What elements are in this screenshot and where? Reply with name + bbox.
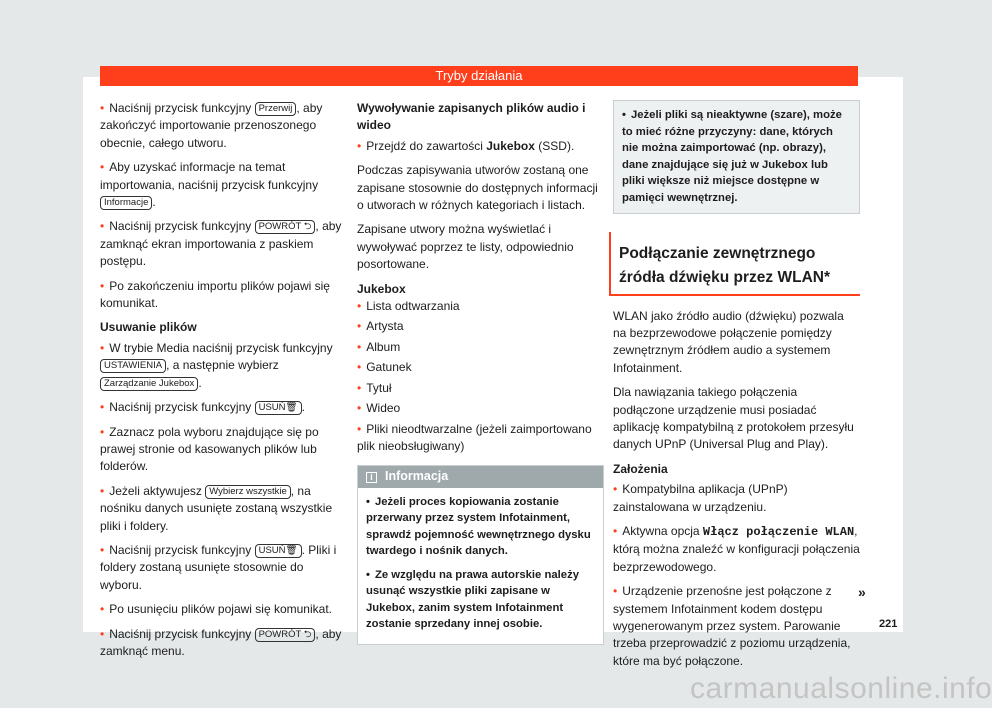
info-box	[357, 465, 604, 644]
powrot-button: POWRÓT ⮌	[255, 628, 316, 642]
info-icon: i	[366, 472, 377, 483]
bullet: • Zaznacz pola wyboru znajdujące się po prawej stronie od kasowanych plików lub folderów.	[100, 424, 347, 476]
usun-button: USUŃ🗑	[255, 401, 302, 415]
info-item: • Jeżeli proces kopiowania zostanie przerwany przez system Infotainment, sprawdź pojemność wewnętrznego dysku twardego i nośnik danych.	[366, 494, 595, 560]
bullet: • Przejdź do zawartości Jukebox (SSD).	[357, 138, 604, 155]
bullet: • Kompatybilna aplikacja (UPnP) zainstalowana w urządzeniu.	[613, 481, 860, 516]
column-1	[100, 100, 347, 667]
informacje-button: Informacje	[100, 196, 152, 210]
list-item: • Wideo	[357, 400, 604, 417]
przerwij-button: Przerwij	[255, 102, 297, 116]
heading-wywolywanie: Wywoływanie zapisanych plików audio i wideo	[357, 101, 586, 133]
bullet: • Naciśnij przycisk funkcyjny USUŃ🗑 . Pliki i foldery zostaną usunięte stosownie do wyboru.	[100, 542, 347, 594]
section-title: Podłączanie zewnętrznego źródła dźwięku przez WLAN*	[609, 232, 860, 296]
heading-jukebox: Jukebox	[357, 281, 406, 296]
info-header: i Informacja	[358, 466, 603, 487]
heading-usuwanie: Usuwanie plików	[100, 320, 197, 335]
column-3	[613, 100, 860, 677]
list-item: • Tytuł	[357, 380, 604, 397]
heading-zalozenia: Założenia	[613, 461, 668, 476]
list-item: • Gatunek	[357, 359, 604, 376]
usun-button: USUŃ🗑	[255, 544, 302, 558]
bullet: • Urządzenie przenośne jest połączone z systemem Infotainment kodem dostępu wygenerowanym przez system. Parowanie trzeba przeprowadzić z poziomu urządzenia, które ma być połączone.	[613, 583, 860, 670]
paragraph: WLAN jako źródło audio (dźwięku) pozwala na bezprzewodowe połączenie pomiędzy zewnętrznym źródłem audio a systemem Infotainment.	[613, 308, 844, 375]
list-item: • Lista odtwarzania	[357, 298, 604, 315]
list-item: • Album	[357, 339, 604, 356]
powrot-button: POWRÓT ⮌	[255, 220, 316, 234]
bullet: • Po usunięciu plików pojawi się komunikat.	[100, 601, 347, 618]
bullet: • Naciśnij przycisk funkcyjny POWRÓT ⮌ , aby zamknąć ekran importowania z paskiem postępu.	[100, 218, 347, 270]
bullet: • Naciśnij przycisk funkcyjny Przerwij , aby zakończyć importowanie przenoszonego obecnie, całego utworu.	[100, 100, 347, 152]
info-item: • Ze względu na prawa autorskie należy usunąć wszystkie pliki zapisane w Jukebox, zanim system Infotainment zostanie sprzedany innej osobie.	[366, 567, 595, 633]
bullet: • Jeżeli aktywujesz Wybierz wszystkie , na nośniku danych usunięte zostaną wszystkie pliki i foldery.	[100, 483, 347, 535]
bullet: • W trybie Media naciśnij przycisk funkcyjny USTAWIENIA , a następnie wybierz Zarządzanie Jukebox .	[100, 340, 347, 392]
paragraph: Podczas zapisywania utworów zostaną one zapisane stosownie do dostępnych informacji o utworach w różnych kategoriach i listach.	[357, 163, 598, 213]
column-2	[357, 100, 604, 645]
continued-marker: »	[858, 584, 866, 600]
paragraph: Zapisane utwory można wyświetlać i wywoływać poprzez te listy, odpowiednio posortowane.	[357, 222, 574, 272]
chapter-header: Tryby działania	[100, 66, 858, 86]
ustawienia-button: USTAWIENIA	[100, 359, 166, 373]
bullet: • Po zakończeniu importu plików pojawi się komunikat.	[100, 278, 347, 313]
bullet: • Naciśnij przycisk funkcyjny POWRÓT ⮌ , aby zamknąć menu.	[100, 626, 347, 661]
page-number: 221	[879, 618, 898, 630]
bullet: • Naciśnij przycisk funkcyjny USUŃ🗑 .	[100, 399, 347, 416]
list-item: • Pliki nieodtwarzalne (jeżeli zaimportowano plik nieobsługiwany)	[357, 421, 604, 456]
bullet: • Aktywna opcja Włącz połączenie WLAN, którą można znaleźć w konfiguracji połączenia bezprzewodowego.	[613, 523, 860, 576]
watermark: carmanualsonline.info	[690, 672, 992, 705]
list-item: • Artysta	[357, 318, 604, 335]
note-box: • Jeżeli pliki są nieaktywne (szare), może to mieć różne przyczyny: dane, których nie można zaimportować (np. obrazy), dane znajdujące się już w Jukebox lub pliki większe niż miejsce dostępne w pamięci wewnętrznej.	[613, 100, 860, 214]
zarzadzanie-jukebox-button: Zarządzanie Jukebox	[100, 377, 198, 391]
bullet: • Aby uzyskać informacje na temat importowania, naciśnij przycisk funkcyjny Informacje .	[100, 159, 347, 211]
paragraph: Dla nawiązania takiego połączenia podłączone urządzenie musi posiadać aplikację kompatybilną z protokołem przesyłu danych UPnP (Universal Plug and Play).	[613, 385, 854, 452]
wybierz-wszystkie-button: Wybierz wszystkie	[205, 485, 291, 499]
